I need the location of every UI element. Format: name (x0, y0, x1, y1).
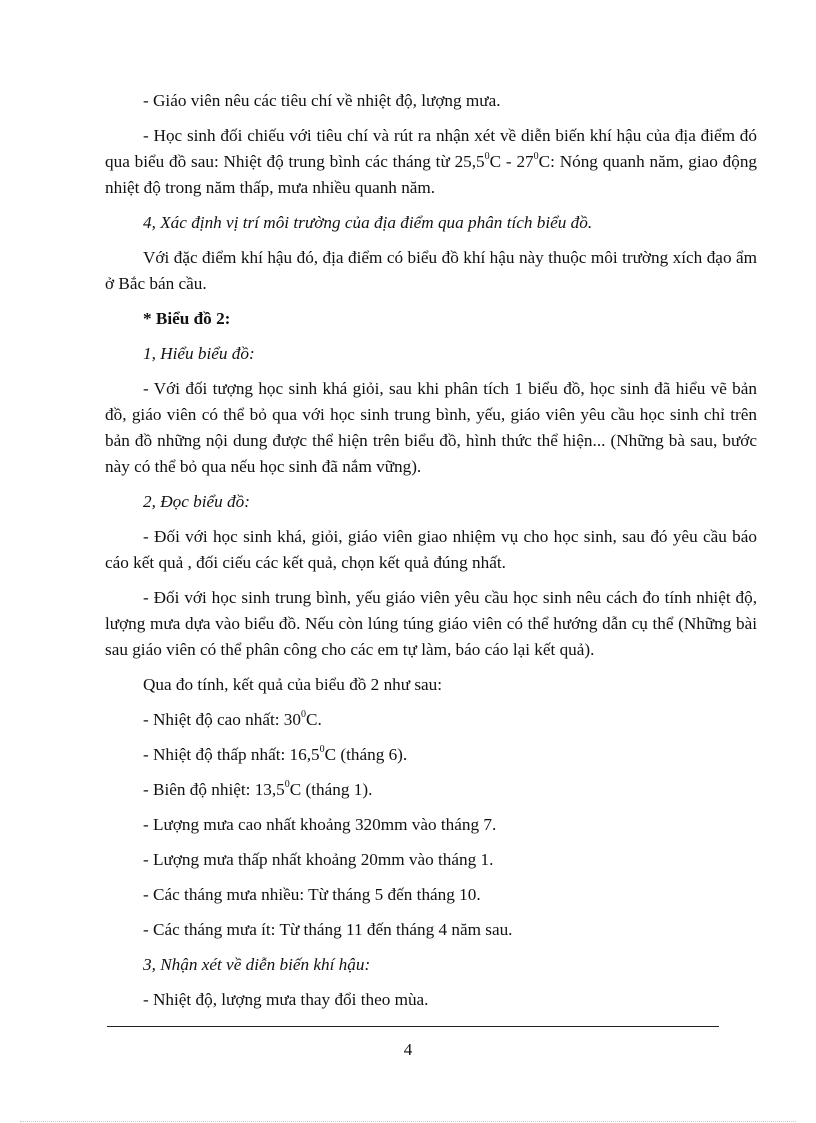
paragraph: - Đối với học sinh trung bình, yếu giáo viên yêu cầu học sinh nêu cách đo tính nhiệt độ, lượng mưa dựa vào biểu đồ. Nếu còn lúng túng giáo viên có thể hướng dẫn cụ thể (Những bài sau giáo viên có thể phân công cho các em tự làm, báo cáo lại kết quả). (105, 588, 757, 659)
text: - Biên độ nhiệt: 13,5 (143, 780, 285, 799)
list-item (105, 777, 757, 803)
text: - Học sinh đối chiếu với tiêu chí và rút ra nhận xét về diễn biến khí hậu của địa điểm đó qua biểu đồ sau: Nhiệt độ trung bình các tháng từ 25,5 (105, 126, 757, 171)
page-body (105, 88, 757, 1022)
list-item: - Lượng mưa thấp nhất khoảng 20mm vào tháng 1. (143, 850, 494, 869)
section-heading: 4, Xác định vị trí môi trường của địa điểm qua phân tích biểu đồ. (143, 213, 593, 232)
text: C (tháng 6). (324, 745, 408, 764)
footer-divider (107, 1026, 719, 1027)
section-heading: 1, Hiểu biểu đồ: (143, 344, 255, 363)
list-item: - Các tháng mưa nhiều: Từ tháng 5 đến tháng 10. (143, 885, 481, 904)
list-item: - Các tháng mưa ít: Từ tháng 11 đến tháng 4 năm sau. (143, 920, 513, 939)
page-boundary-dotted-line (20, 1121, 796, 1122)
degree-superscript: 0 (284, 779, 290, 791)
text: C. (306, 710, 322, 729)
paragraph (105, 88, 757, 114)
text: C (tháng 1). (289, 780, 373, 799)
list-item (105, 707, 757, 733)
paragraph: - Với đối tượng học sinh khá giỏi, sau khi phân tích 1 biểu đồ, học sinh đã hiểu vẽ bản đồ, giáo viên có thể bỏ qua với học sinh trung bình, yếu, giáo viên yêu cầu học sinh chỉ trên bản đồ những nội dung được thể hiện trên biểu đồ, hình thức thể hiện... (Những bà sau, bước này có thể bỏ qua nếu học sinh đã nắm vững). (105, 379, 757, 476)
section-heading: 2, Đọc biểu đồ: (143, 492, 250, 511)
paragraph: Với đặc điểm khí hậu đó, địa điểm có biểu đồ khí hậu này thuộc môi trường xích đạo ẩm ở Bắc bán cầu. (105, 248, 757, 293)
paragraph: Qua đo tính, kết quả của biểu đồ 2 như sau: (143, 675, 443, 694)
chart-heading: * Biểu đồ 2: (143, 309, 231, 328)
text: C: Nóng quanh năm, giao động nhiệt độ trong năm thấp, mưa nhiều quanh năm. (105, 152, 758, 197)
text: - Nhiệt độ thấp nhất: 16,5 (143, 745, 320, 764)
degree-superscript: 0 (319, 744, 325, 756)
page-number: 4 (403, 1040, 413, 1059)
paragraph: - Đối với học sinh khá, giỏi, giáo viên giao nhiệm vụ cho học sinh, sau đó yêu cầu báo cáo kết quả , đối ciếu các kết quả, chọn kết quả đúng nhất. (105, 527, 757, 572)
text: C - 27 (489, 152, 534, 171)
list-item (105, 742, 757, 768)
text: - Giáo viên nêu các tiêu chí về nhiệt độ, lượng mưa. (143, 91, 501, 110)
degree-superscript: 0 (484, 151, 490, 163)
degree-superscript: 0 (533, 151, 539, 163)
degree-superscript: 0 (301, 709, 306, 721)
list-item: - Nhiệt độ, lượng mưa thay đổi theo mùa. (143, 990, 429, 1009)
section-heading: 3, Nhận xét về diễn biến khí hậu: (143, 955, 371, 974)
text: - Nhiệt độ cao nhất: 30 (143, 710, 301, 729)
paragraph (105, 123, 757, 201)
list-item: - Lượng mưa cao nhất khoảng 320mm vào tháng 7. (143, 815, 497, 834)
